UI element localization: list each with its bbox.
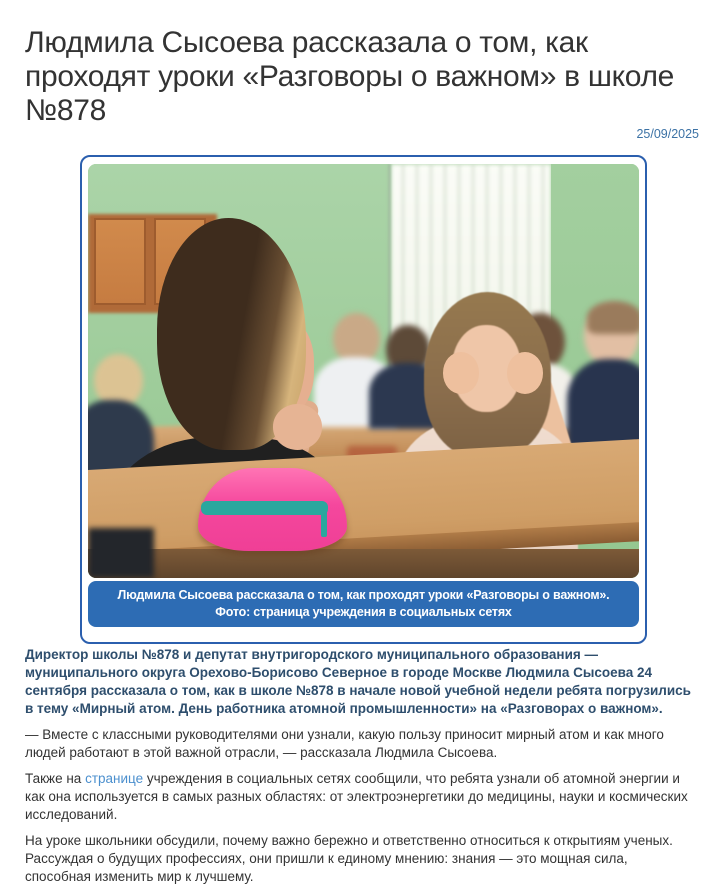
photo-pencil-case-zipper	[201, 501, 328, 515]
photo-pupil	[567, 359, 639, 450]
classroom-photo	[88, 164, 639, 578]
photo-girl2-hand	[507, 352, 543, 393]
photo-cabinet-door	[94, 218, 146, 305]
quote-paragraph: — Вместе с классными руководителями они узнали, какую пользу приносит мирный атом и как много людей работают в этой важной отрасли, — рассказала Людмила Сысоева.	[25, 727, 664, 760]
photo-desk-underside	[88, 549, 639, 578]
social-page-link[interactable]: странице	[85, 771, 144, 786]
photo-shadow	[88, 528, 154, 578]
photo-caption	[88, 581, 639, 627]
photo-card	[80, 155, 647, 644]
photo-pupil-hair	[587, 301, 639, 334]
photo-girl2-hand	[443, 352, 479, 393]
photo-caption-line1: Людмила Сысоева рассказала о том, как проходят уроки «Разговоры о важном».	[117, 588, 610, 602]
article-body	[25, 646, 697, 894]
social-paragraph-after: учреждения в социальных сетях сообщили, что ребята узнали об атомной энергии и как она используется в самых разных областях: от электроэнергетики до медицины, науки и космических исследований.	[25, 771, 688, 822]
closing-paragraph: На уроке школьники обсудили, почему важно бережно и ответственно относиться к открытиям ученых. Рассуждая о будущих профессиях, они пришли к единому мнению: знания — это мощная сила, способная изменить мир к лучшему.	[25, 833, 673, 884]
social-paragraph-before: Также на	[25, 771, 86, 786]
social-paragraph	[25, 770, 697, 824]
photo-pencil-case-zip-pull	[321, 503, 327, 536]
article-date: 25/09/2025	[636, 127, 699, 141]
lead-paragraph: Директор школы №878 и депутат внутригородского муниципального образования — муниципального округа Орехово-Борисово Северное в городе Москве Людмила Сысоева 24 сентября рассказала о том, как в школе №878 в начале новой учебной недели ребята погрузились в тему «Мирный атом. День работника атомной промышленности» на «Разговорах о важном».	[25, 647, 691, 716]
photo-girl1-hand	[273, 404, 323, 450]
page-title: Людмила Сысоева рассказала о том, как проходят уроки «Разговоры о важном» в школе №878	[25, 26, 675, 128]
photo-caption-line2: Фото: страница учреждения в социальных сетях	[215, 605, 512, 619]
